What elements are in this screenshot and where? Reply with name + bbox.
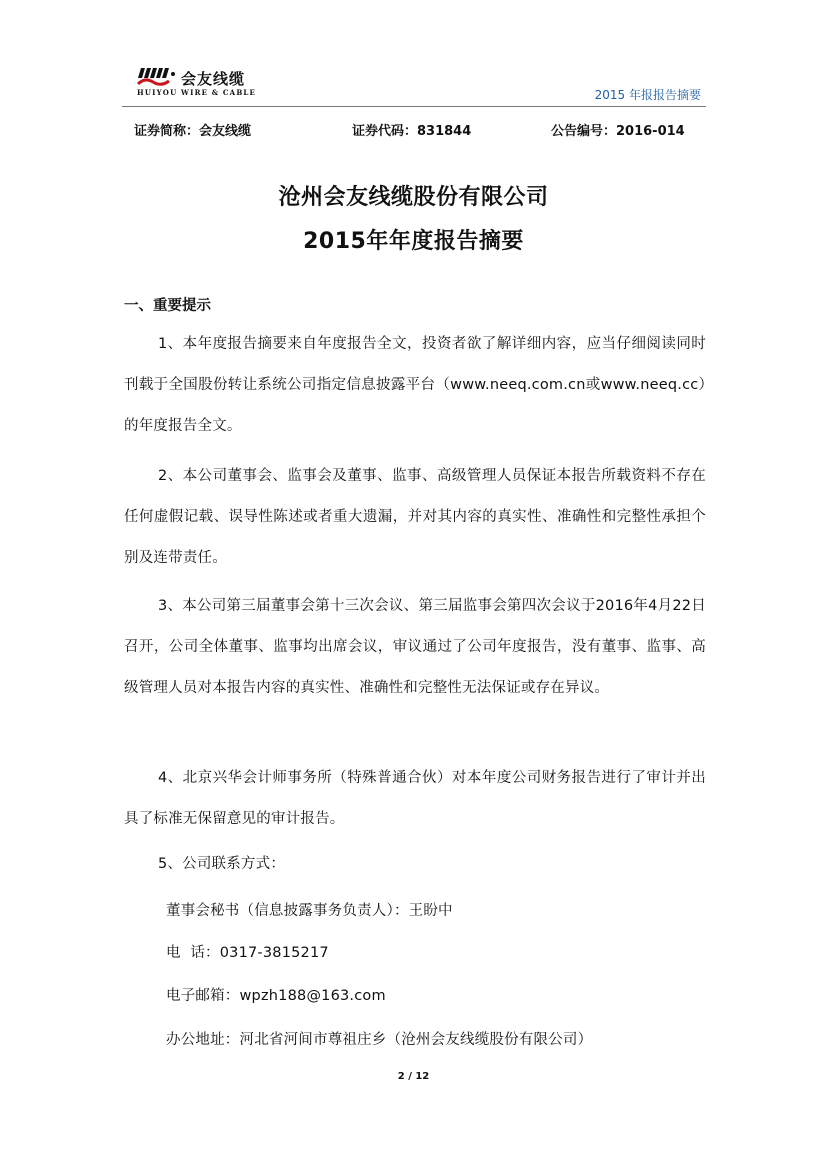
stock-abbreviation: 证券简称：会友线缆 xyxy=(134,124,252,139)
document-title-company: 沧州会友线缆股份有限公司 xyxy=(278,185,549,210)
contact-secretary: 董事会秘书（信息披露事务负责人）：王盼中 xyxy=(166,903,453,919)
stock-code: 证券代码：831844 xyxy=(352,124,472,139)
document-title-report: 2015年年度报告摘要 xyxy=(303,229,524,254)
company-logo xyxy=(137,66,287,98)
page-number: 2 / 12 xyxy=(397,1071,430,1082)
logo-chinese-name: 会友线缆 xyxy=(181,70,246,88)
contact-email: 电子邮箱：wpzh188@163.com xyxy=(166,988,386,1004)
logo-mark-icon xyxy=(137,66,177,88)
notice-paragraph-2: 2、本公司董事会、监事会及董事、监事、高级管理人员保证本报告所载资料不存在任何虚假记载、误导性陈述或者重大遗漏，并对其内容的真实性、准确性和完整性承担个别及连带责任。 xyxy=(124,468,706,566)
contact-address: 办公地址：河北省河间市尊祖庄乡（沧州会友线缆股份有限公司） xyxy=(166,1032,593,1048)
notice-paragraph-4: 4、北京兴华会计师事务所（特殊普通合伙）对本年度公司财务报告进行了审计并出具了标准无保留意见的审计报告。 xyxy=(124,770,706,827)
notice-paragraph-5: 5、公司联系方式： xyxy=(158,856,286,872)
notice-paragraph-3: 3、本公司第三届董事会第十三次会议、第三届监事会第四次会议于2016年4月22日召开，公司全体董事、监事均出席会议，审议通过了公司年度报告，没有董事、监事、高级管理人员对本报告内容的真实性、准确性和完整性无法保证或存在异议。 xyxy=(124,598,706,696)
page-header xyxy=(0,0,827,110)
header-report-title: 2015 年报报告摘要 xyxy=(594,88,701,102)
notice-paragraph-1: 1、本年度报告摘要来自年度报告全文，投资者欲了解详细内容，应当仔细阅读同时刊载于全国股份转让系统公司指定信息披露平台（www.neeq.com.cn或www.neeq.cc）的年度报告全文。 xyxy=(124,336,706,434)
section-heading: 一、重要提示 xyxy=(124,298,211,314)
header-divider xyxy=(122,106,706,107)
contact-phone: 电 话：0317-3815217 xyxy=(166,945,329,961)
stock-info-row xyxy=(130,120,710,140)
notice-number: 公告编号：2016-014 xyxy=(551,124,685,139)
logo-english-name: HUIYOU WIRE & CABLE xyxy=(137,88,257,97)
